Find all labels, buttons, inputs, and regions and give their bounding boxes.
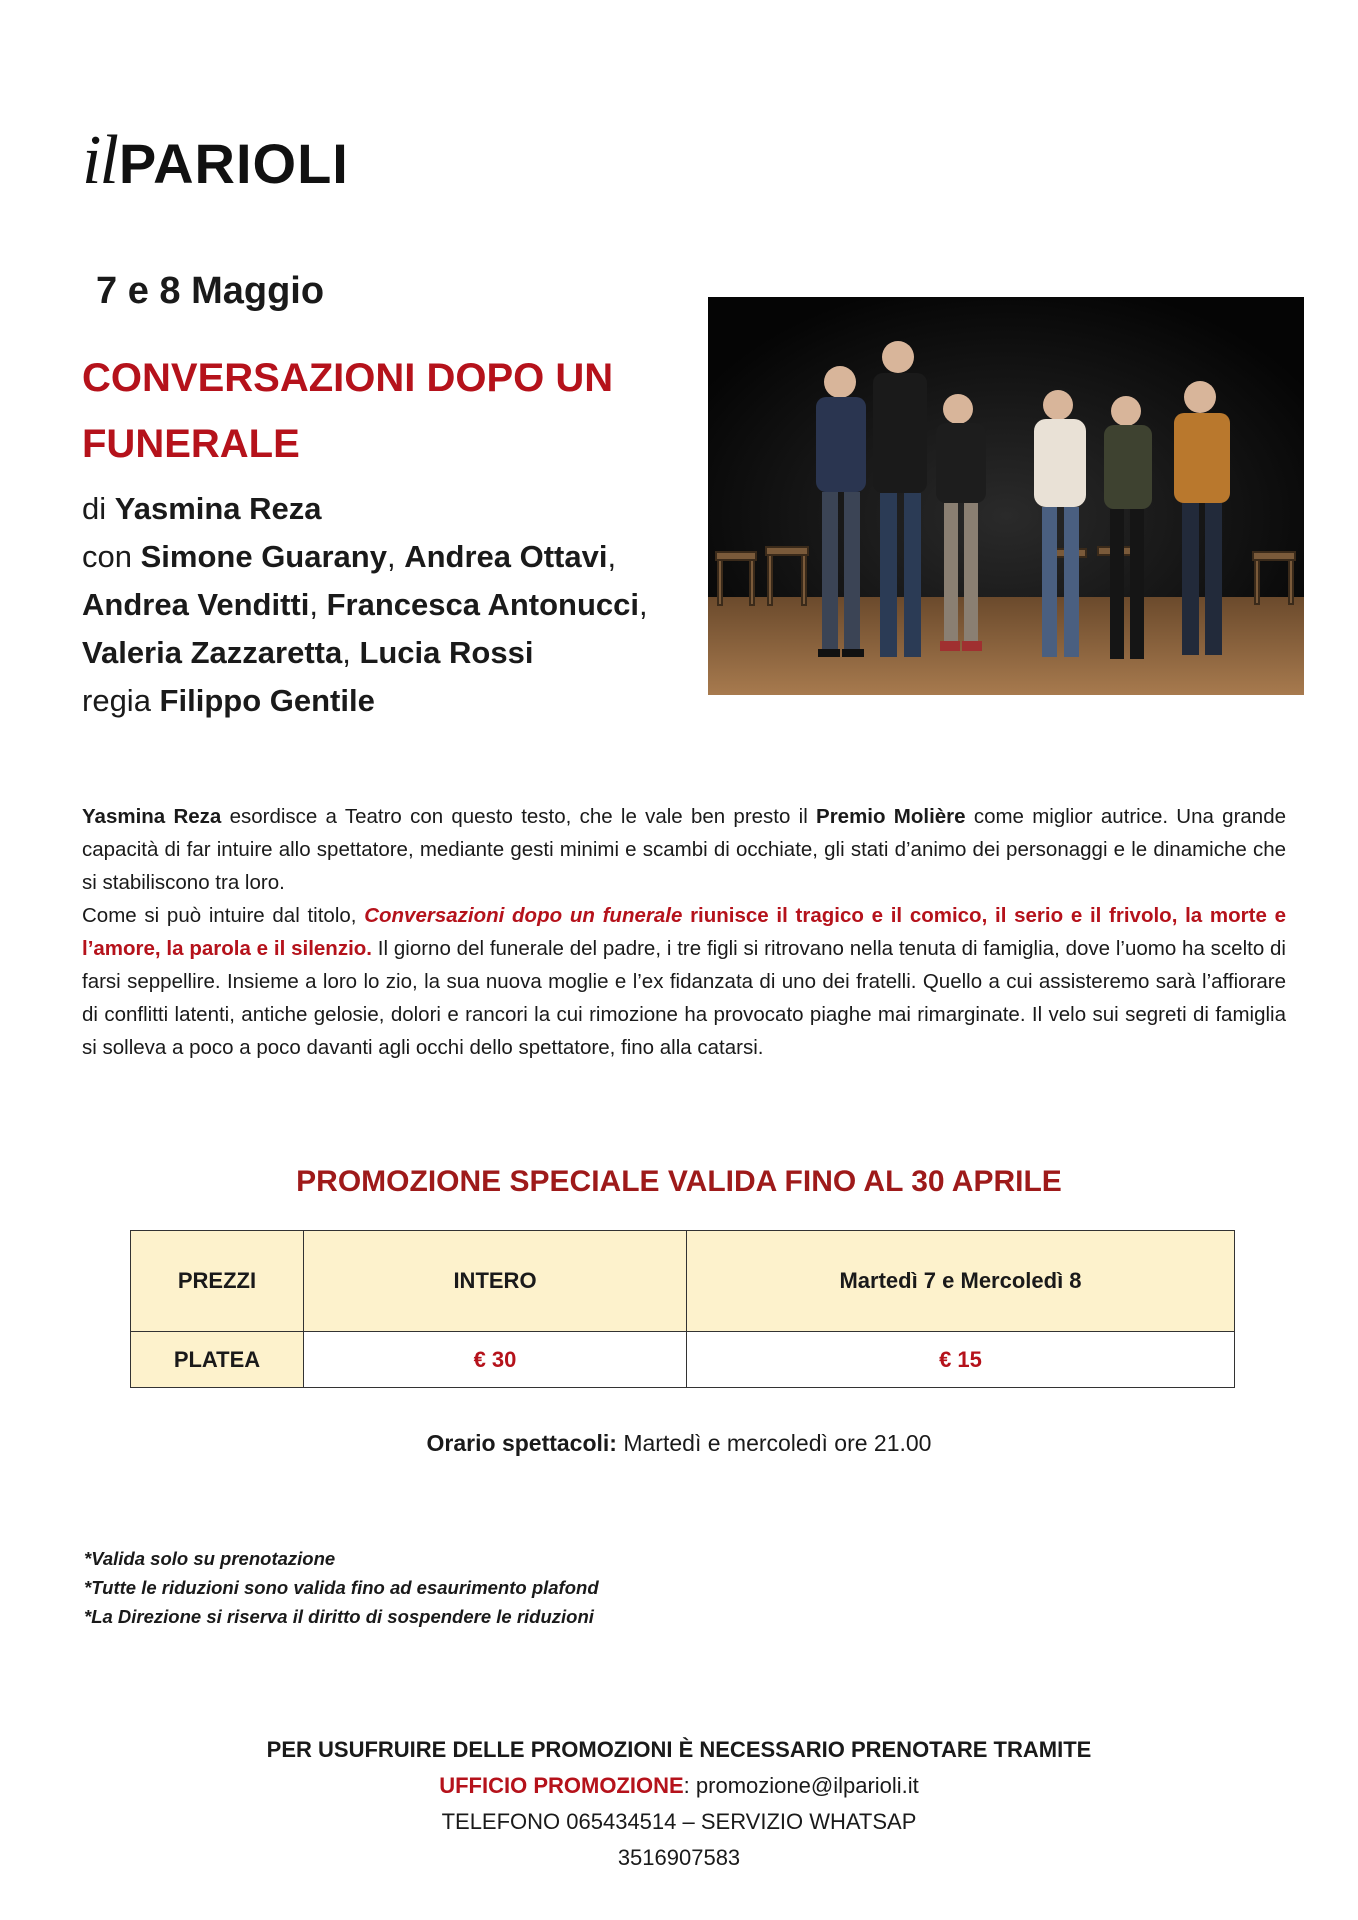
show-date: 7 e 8 Maggio [96, 270, 325, 312]
office-line [0, 1768, 1358, 1804]
cast-member: Francesca Antonucci [326, 587, 640, 622]
booking-footer [0, 1732, 1358, 1876]
note-item: *Tutte le riduzioni sono valida fino ad esaurimento plafond [84, 1577, 599, 1598]
show-schedule [0, 1430, 1358, 1457]
cast-member: Valeria Zazzaretta [82, 635, 343, 670]
schedule-value: Martedì e mercoledì ore 21.00 [616, 1430, 932, 1456]
office-name: UFFICIO PROMOZIONE [439, 1773, 684, 1798]
cast-prefix: con [82, 539, 141, 574]
description-paragraph [82, 899, 1286, 1064]
director-name: Filippo Gentile [159, 683, 375, 718]
header-promo-days: Martedì 7 e Mercoledì 8 [687, 1231, 1235, 1332]
promo-heading: PROMOZIONE SPECIALE VALIDA FINO AL 30 APRILE [296, 1165, 1062, 1198]
email-link[interactable]: promozione@ilparioli.it [695, 1773, 919, 1798]
description-paragraph [82, 800, 1286, 899]
logo-prefix: il [82, 122, 117, 199]
director-prefix: regia [82, 683, 160, 718]
whatsapp-number: 3516907583 [617, 1845, 741, 1870]
table-row [131, 1332, 1235, 1388]
author-name: Yasmina Reza [114, 491, 322, 526]
cast-member: Andrea Venditti [82, 587, 310, 622]
phone-line: TELEFONO 065434514 – SERVIZIO WHATSAP [441, 1809, 917, 1834]
price-table [130, 1230, 1235, 1388]
email-separator: : [683, 1773, 696, 1798]
cast-member: Lucia Rossi [359, 635, 534, 670]
price-intero: € 30 [304, 1332, 687, 1388]
director-line [82, 677, 682, 725]
note-item: *La Direzione si riserva il diritto di sospendere le riduzioni [84, 1606, 594, 1627]
author-name-inline: Yasmina Reza [82, 805, 222, 828]
table-header-row [131, 1231, 1235, 1332]
description-text: Come si può intuire dal titolo, [82, 904, 365, 927]
logo-name: PARIOLI [118, 132, 349, 195]
description-text: Il giorno del funerale del padre, i tre figli si ritrovano nella tenuta di famiglia, dove l’uomo ha scelto di farsi seppellire. Insieme a loro lo zio, la sua nuova moglie e l’ex fidanzata di uno dei fratelli. Quello a cui assisteremo sarà l’affiorare di conflitti latenti, antiche gelosie, dolori e rancori la cui rimozione ha provocato piaghe mai rimarginate. Il velo sui segreti di famiglia si solleva a poco a poco davanti agli occhi dello spettatore, fino alla catarsi. [82, 937, 1286, 1059]
description-text: esordisce a Teatro con questo testo, che le vale ben presto il [221, 805, 817, 828]
show-title: CONVERSAZIONI DOPO UN FUNERALE [82, 356, 614, 466]
description-text: come miglior autrice. Una grande capacità di far intuire allo spettatore, mediante gesti minimi e scambi di occhiate, gli stati d’animo dei personaggi e le dinamiche che si stabiliscono tra loro. [82, 805, 1287, 894]
theatre-logo [82, 112, 349, 199]
author-prefix: di [82, 491, 115, 526]
booking-instruction: PER USUFRUIRE DELLE PROMOZIONI È NECESSARIO PRENOTARE TRAMITE [266, 1737, 1092, 1762]
price-promo: € 15 [687, 1332, 1235, 1388]
title-inline: Conversazioni dopo un funerale [364, 904, 683, 927]
award-name: Premio Molière [816, 805, 966, 828]
cast-member: Simone Guarany [140, 539, 387, 574]
highlight-text: riunisce il tragico e il comico, il serio e il frivolo, la morte e l’amore, la parola e il silenzio. [82, 904, 1286, 960]
note-item: *Valida solo su prenotazione [84, 1548, 336, 1569]
author-line [82, 485, 682, 533]
header-prezzi: PREZZI [131, 1231, 304, 1332]
schedule-label: Orario spettacoli: [426, 1430, 617, 1456]
terms-notes [84, 1544, 599, 1631]
show-credits [82, 485, 682, 725]
show-description [82, 800, 1286, 1064]
cast-photo [708, 297, 1304, 695]
header-intero: INTERO [304, 1231, 687, 1332]
row-label-platea: PLATEA [131, 1332, 304, 1388]
cast-line: con Simone Guarany, Andrea Ottavi, Andrea Venditti, Francesca Antonucci, Valeria Zazzaretta, Lucia Rossi [82, 539, 648, 670]
cast-member: Andrea Ottavi [404, 539, 608, 574]
